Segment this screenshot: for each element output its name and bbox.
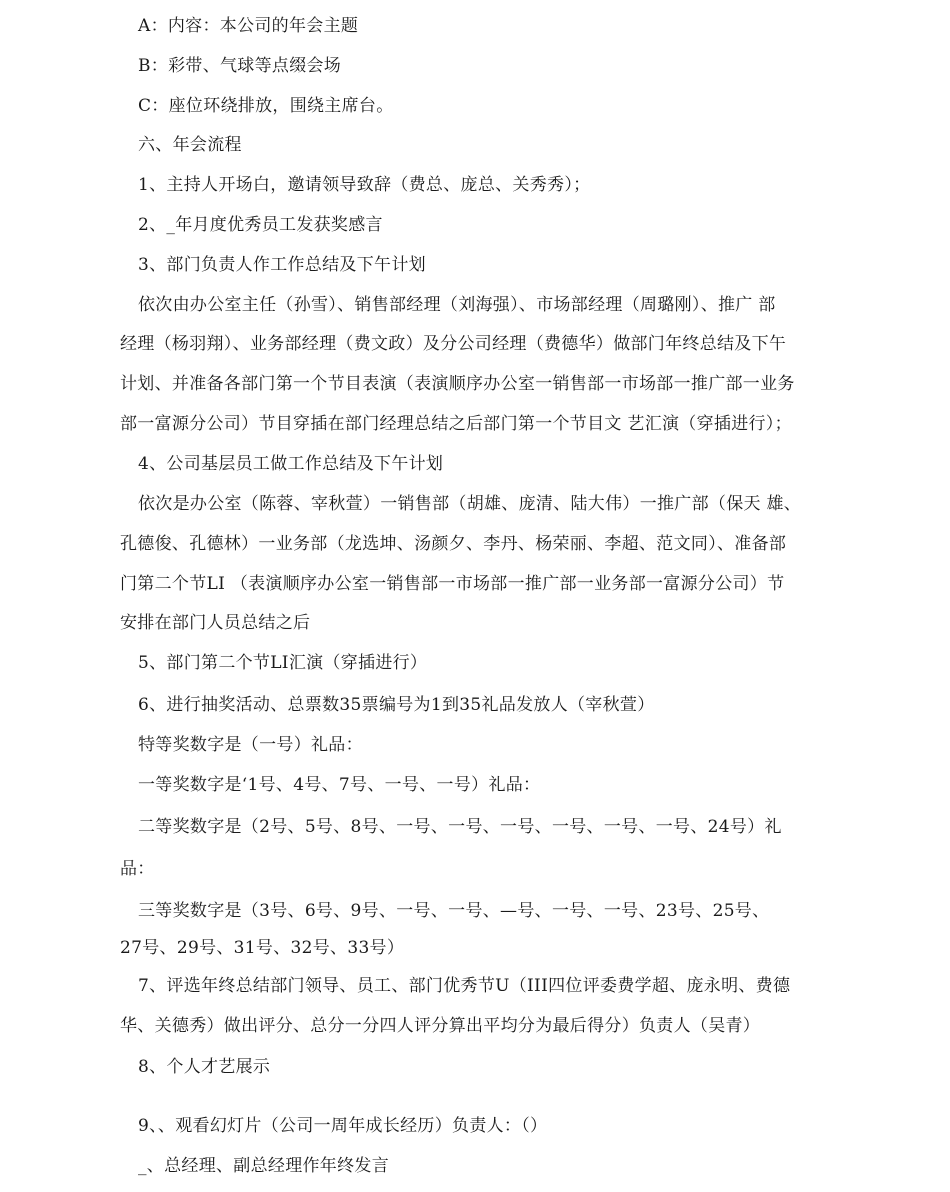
text-line: C：座位环绕排放，围绕主席台。	[138, 96, 394, 116]
text-line: 部一富源分公司）节目穿插在部门经理总结之后部门第一个节目文 艺汇演（穿插进行）；	[120, 414, 792, 434]
text-line: B：彩带、气球等点缀会场	[138, 56, 342, 76]
text-line: 5、部门第二个节LI汇演（穿插进行）	[138, 653, 428, 673]
text-line: 二等奖数字是（2号、5号、8号、一号、一号、一号、一号、一号、一号、24号）礼	[138, 817, 782, 837]
section-heading: 六、年会流程	[138, 135, 242, 155]
text-line: 经理（杨羽翔）、业务部经理（费文政）及分公司经理（费德华）做部门年终总结及下午	[120, 334, 787, 354]
text-line: 品：	[120, 859, 155, 879]
text-line: 27号、29号、31号、32号、33号）	[120, 938, 405, 958]
text-line: 4、公司基层员工做工作总结及下午计划	[138, 454, 444, 474]
text-line: 门第二个节LI （表演顺序办公室一销售部一市场部一推广部一业务部一富源分公司）节	[120, 574, 785, 594]
text-line: 依次是办公室（陈蓉、宰秋萱）一销售部（胡雄、庞清、陆大伟）一推广部（保天 雄、	[138, 494, 802, 514]
text-line: 6、进行抽奖活动、总票数35票编号为1到35礼品发放人（宰秋萱）	[138, 695, 655, 715]
text-line: 孔德俊、孔德林）一业务部（龙选坤、汤颜夕、李丹、杨荣丽、李超、范文同）、准备部	[120, 534, 787, 554]
text-line: 一等奖数字是‘1号、4号、7号、一号、一号）礼品：	[138, 775, 541, 795]
text-line: 1、主持人开场白，邀请领导致辞（费总、庞总、关秀秀）；	[138, 175, 591, 195]
text-line: 安排在部门人员总结之后	[120, 613, 311, 633]
text-line: 依次由办公室主任（孙雪）、销售部经理（刘海强）、市场部经理（周璐刚）、推广 部	[138, 295, 776, 315]
text-line: 三等奖数字是（3号、6号、9号、一号、一号、—号、一号、一号、23号、25号、	[138, 901, 770, 921]
text-line: 特等奖数字是（一号）礼品：	[138, 735, 363, 755]
text-line: 8、个人才艺展示	[138, 1057, 271, 1077]
text-line: 9、、观看幻灯片（公司一周年成长经历）负责人：（）	[138, 1116, 548, 1136]
text-line: _、总经理、副总经理作年终发言	[138, 1156, 389, 1176]
text-line: A：内容：本公司的年会主题	[138, 16, 359, 36]
text-line: 华、关德秀）做出评分、总分一分四人评分算出平均分为最后得分）负责人（吴青）	[120, 1016, 761, 1036]
text-line: 7、评选年终总结部门领导、员工、部门优秀节U（III四位评委费学超、庞永明、费德	[138, 976, 791, 996]
text-line: 3、部门负责人作工作总结及下午计划	[138, 255, 426, 275]
text-line: 计划、并准备各部门第一个节目表演（表演顺序办公室一销售部一市场部一推广部一业务	[120, 374, 795, 394]
text-line: 2、_年月度优秀员工发获奖感言	[138, 215, 383, 235]
